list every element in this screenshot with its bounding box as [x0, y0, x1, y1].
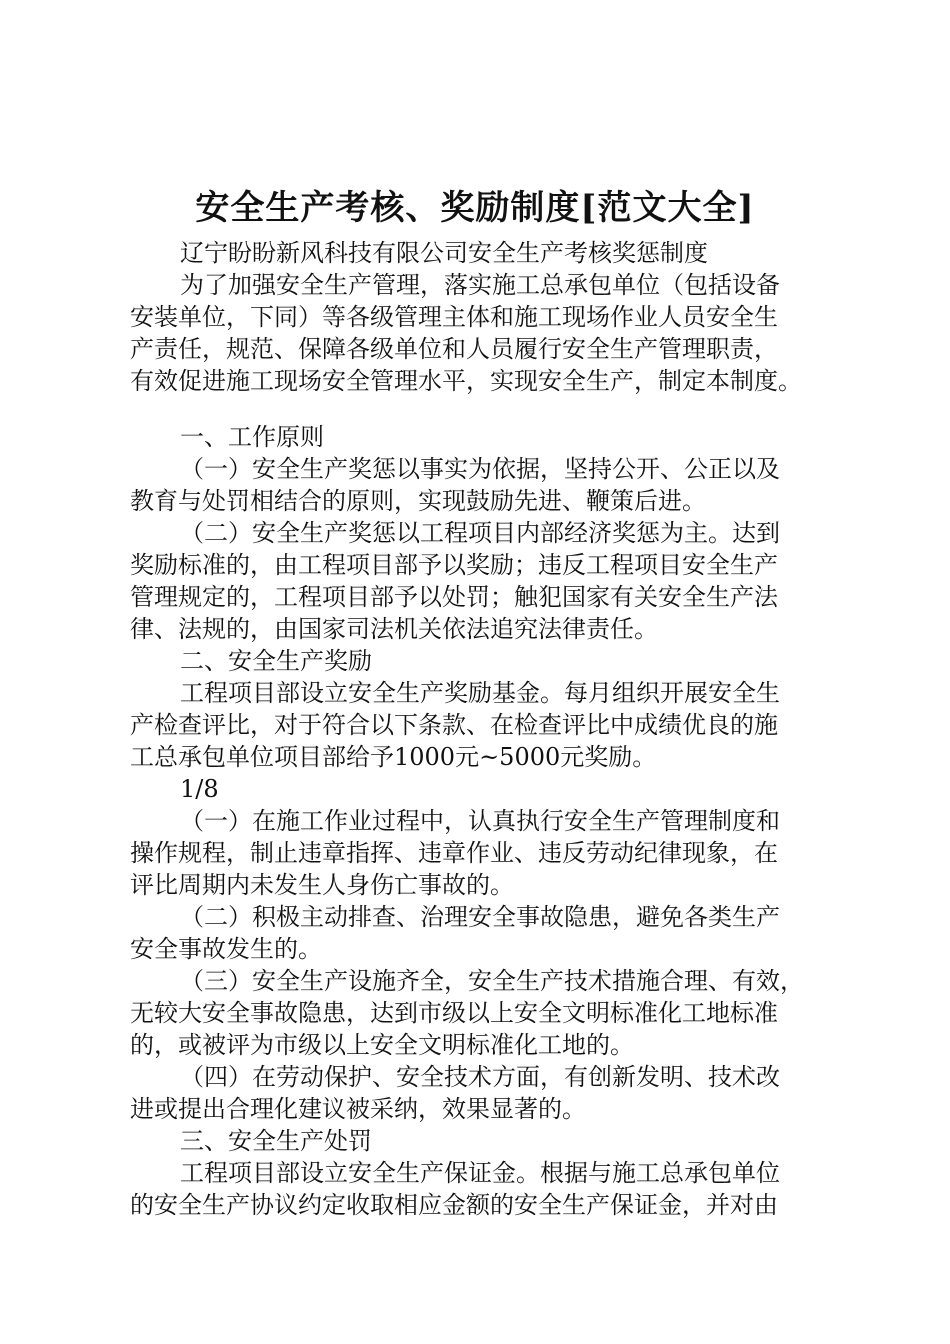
section1-p1-line-1: （一）安全生产奖惩以事实为依据，坚持公开、公正以及 [180, 455, 780, 483]
section2-item2-line-1: （二）积极主动排查、治理安全事故隐患，避免各类生产 [180, 903, 780, 931]
section1-p2-line-1: （二）安全生产奖惩以工程项目内部经济奖惩为主。达到 [180, 519, 780, 547]
section2-item3-line-1: （三）安全生产设施齐全，安全生产技术措施合理、有效， [180, 967, 804, 995]
document-subtitle: 辽宁盼盼新风科技有限公司安全生产考核奖惩制度 [180, 239, 708, 267]
section2-p1-line-1: 工程项目部设立安全生产奖励基金。每月组织开展安全生 [180, 679, 780, 707]
section1-p1-line-2: 教育与处罚相结合的原则，实现鼓励先进、鞭策后进。 [130, 487, 706, 515]
intro-line-1: 为了加强安全生产管理，落实施工总承包单位（包括设备 [180, 271, 780, 299]
section3-p1-line-1: 工程项目部设立安全生产保证金。根据与施工总承包单位 [180, 1159, 780, 1187]
intro-line-2: 安装单位，下同）等各级管理主体和施工现场作业人员安全生 [130, 303, 778, 331]
section2-item4-line-1: （四）在劳动保护、安全技术方面，有创新发明、技术改 [180, 1063, 780, 1091]
section2-item4-line-2: 进或提出合理化建议被采纳，效果显著的。 [130, 1095, 586, 1123]
section1-p2-line-3: 管理规定的，工程项目部予以处罚；触犯国家有关安全生产法 [130, 583, 778, 611]
section1-heading: 一、工作原则 [180, 423, 324, 451]
document-title: 安全生产考核、奖励制度[范文大全] [195, 188, 755, 228]
intro-line-4: 有效促进施工现场安全管理水平，实现安全生产，制定本制度。 [130, 367, 802, 395]
intro-line-3: 产责任，规范、保障各级单位和人员履行安全生产管理职责， [130, 335, 778, 363]
section3-heading: 三、安全生产处罚 [180, 1127, 372, 1155]
section2-item1-line-2: 操作规程，制止违章指挥、违章作业、违反劳动纪律现象，在 [130, 839, 778, 867]
section1-p2-line-2: 奖励标准的，由工程项目部予以奖励；违反工程项目安全生产 [130, 551, 778, 579]
section3-p1-line-2: 的安全生产协议约定收取相应金额的安全生产保证金，并对由 [130, 1191, 778, 1219]
section2-heading: 二、安全生产奖励 [180, 647, 372, 675]
section2-item3-line-2: 无较大安全事故隐患，达到市级以上安全文明标准化工地标准 [130, 999, 778, 1027]
section2-p1-line-2: 产检查评比，对于符合以下条款、在检查评比中成绩优良的施 [130, 711, 778, 739]
section2-item2-line-2: 安全事故发生的。 [130, 935, 322, 963]
section1-p2-line-4: 律、法规的，由国家司法机关依法追究法律责任。 [130, 615, 658, 643]
section2-item1-line-3: 评比周期内未发生人身伤亡事故的。 [130, 871, 514, 899]
section2-p1-line-3: 工总承包单位项目部给予1000元~5000元奖励。 [130, 743, 657, 771]
page-number: 1/8 [180, 775, 219, 803]
section2-item3-line-3: 的，或被评为市级以上安全文明标准化工地的。 [130, 1031, 634, 1059]
section2-item1-line-1: （一）在施工作业过程中，认真执行安全生产管理制度和 [180, 807, 780, 835]
